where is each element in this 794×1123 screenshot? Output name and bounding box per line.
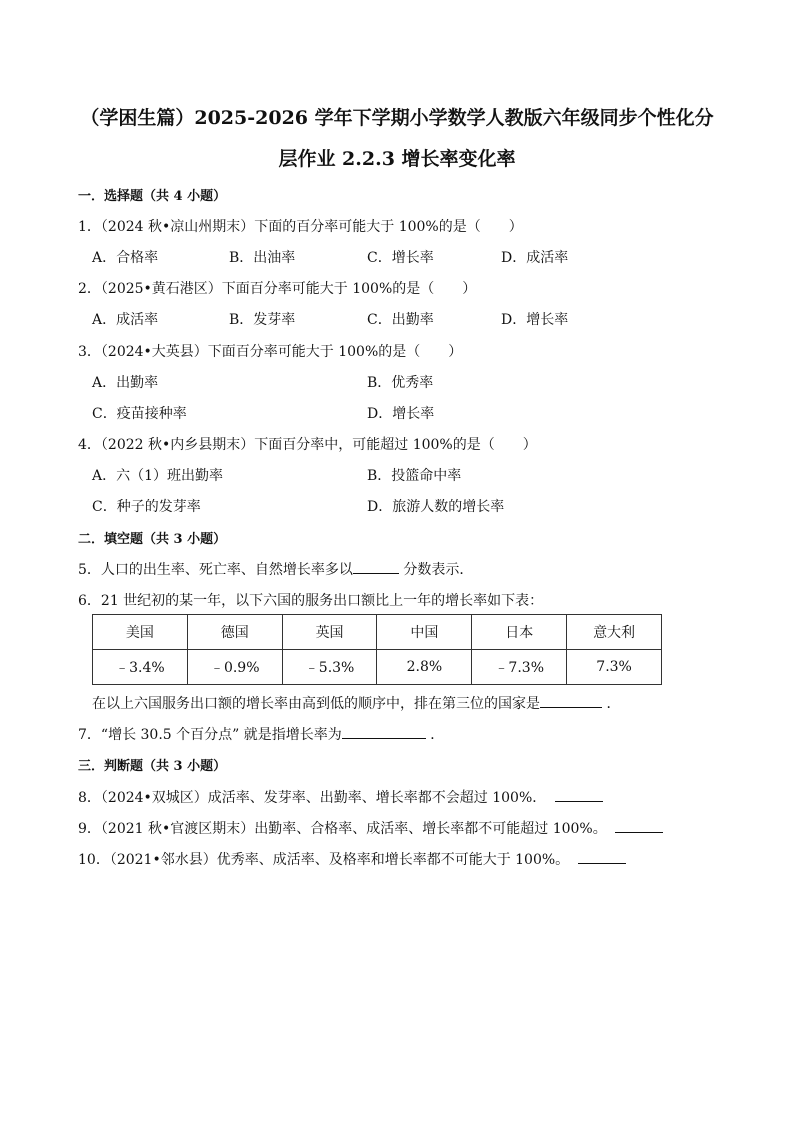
question-9-answer-blank[interactable] [615,818,663,833]
question-8 [78,787,603,807]
question-6-answer-blank[interactable] [540,693,602,708]
question-4-option-c: C．种子的发芽率 [92,499,201,515]
question-1-option-c: C．增长率 [367,250,434,266]
question-2-stem: 2．（2025•黄石港区）下面百分率可能大于 100%的是（ ） [78,281,477,297]
question-7-text: 7．“增长 30.5 个百分点” 就是指增长率为 [78,727,342,743]
question-1-stem: 1．（2024 秋•凉山州期末）下面的百分率可能大于 100%的是（ ） [78,219,523,235]
question-3-option-c: C．疫苗接种率 [92,406,187,422]
table-value-cell: ﹣0.9% [187,650,282,685]
question-9-text: 9．（2021 秋•官渡区期末）出勤率、合格率、成活率、增长率都不可能超过 100%。 [78,821,607,837]
question-5-text-before: 5．人口的出生率、死亡率、自然增长率多以 [78,562,353,578]
question-2-option-b: B．发芽率 [229,312,296,328]
question-10 [78,849,626,869]
question-4-option-d: D．旅游人数的增长率 [367,499,505,515]
section-fill-heading: 二．填空题（共 3 小题） [78,532,227,547]
question-3-option-d: D．增长率 [367,406,435,422]
question-1-option-d: D．成活率 [501,250,569,266]
question-4-stem: 4．（2022 秋•内乡县期末）下面百分率中，可能超过 100%的是（ ） [78,437,537,453]
question-2-option-a: A．成活率 [92,312,159,328]
table-value-cell: 2.8% [377,650,472,685]
question-7 [78,724,444,744]
question-4-option-a: A．六（1）班出勤率 [92,468,224,484]
question-1-option-a: A．合格率 [92,250,159,266]
table-header-cell: 日本 [472,615,567,650]
table-header-cell: 美国 [93,615,188,650]
question-2-option-d: D．增长率 [501,312,569,328]
table-value-cell: ﹣5.3% [282,650,377,685]
question-3-option-a: A．出勤率 [92,375,159,391]
question-6-end: ． [606,696,621,712]
table-header-row [93,615,662,650]
table-header-cell: 德国 [187,615,282,650]
table-value-cell: 7.3% [567,650,662,685]
question-5-answer-blank[interactable] [353,559,399,574]
question-4-option-b: B．投篮命中率 [367,468,462,484]
document-title-line-1: （学困生篇）2025-2026 学年下学期小学数学人教版六年级同步个性化分 [80,107,714,129]
question-1-option-b: B．出油率 [229,250,296,266]
section-choice-heading: 一．选择题（共 4 小题） [78,189,227,204]
table-value-row [93,650,662,685]
question-3-stem: 3．（2024•大英县）下面百分率可能大于 100%的是（ ） [78,344,463,360]
question-5 [78,559,473,579]
question-6-follow-text: 在以上六国服务出口额的增长率由高到低的顺序中，排在第三位的国家是 [92,696,540,712]
table-value-cell: ﹣3.4% [93,650,188,685]
growth-rate-table [92,614,662,685]
question-7-end: ． [430,727,445,743]
table-header-cell: 意大利 [567,615,662,650]
section-judge-heading: 三．判断题（共 3 小题） [78,759,227,774]
question-10-answer-blank[interactable] [578,849,626,864]
table-header-cell: 英国 [282,615,377,650]
question-7-answer-blank[interactable] [342,724,426,739]
document-title-line-2: 层作业 2.2.3 增长率变化率 [278,148,516,170]
question-9 [78,818,663,838]
question-3-option-b: B．优秀率 [367,375,434,391]
question-2-option-c: C．出勤率 [367,312,434,328]
table-header-cell: 中国 [377,615,472,650]
table-value-cell: ﹣7.3% [472,650,567,685]
question-8-text: 8．（2024•双城区）成活率、发芽率、出勤率、增长率都不会超过 100%． [78,790,547,806]
question-5-text-after: 分数表示． [403,562,474,578]
question-10-text: 10．（2021•邻水县）优秀率、成活率、及格率和增长率都不可能大于 100%。 [78,852,570,868]
question-6-follow [92,693,620,713]
question-8-answer-blank[interactable] [555,787,603,802]
question-6-stem: 6．21 世纪初的某一年，以下六国的服务出口额比上一年的增长率如下表： [78,593,544,609]
